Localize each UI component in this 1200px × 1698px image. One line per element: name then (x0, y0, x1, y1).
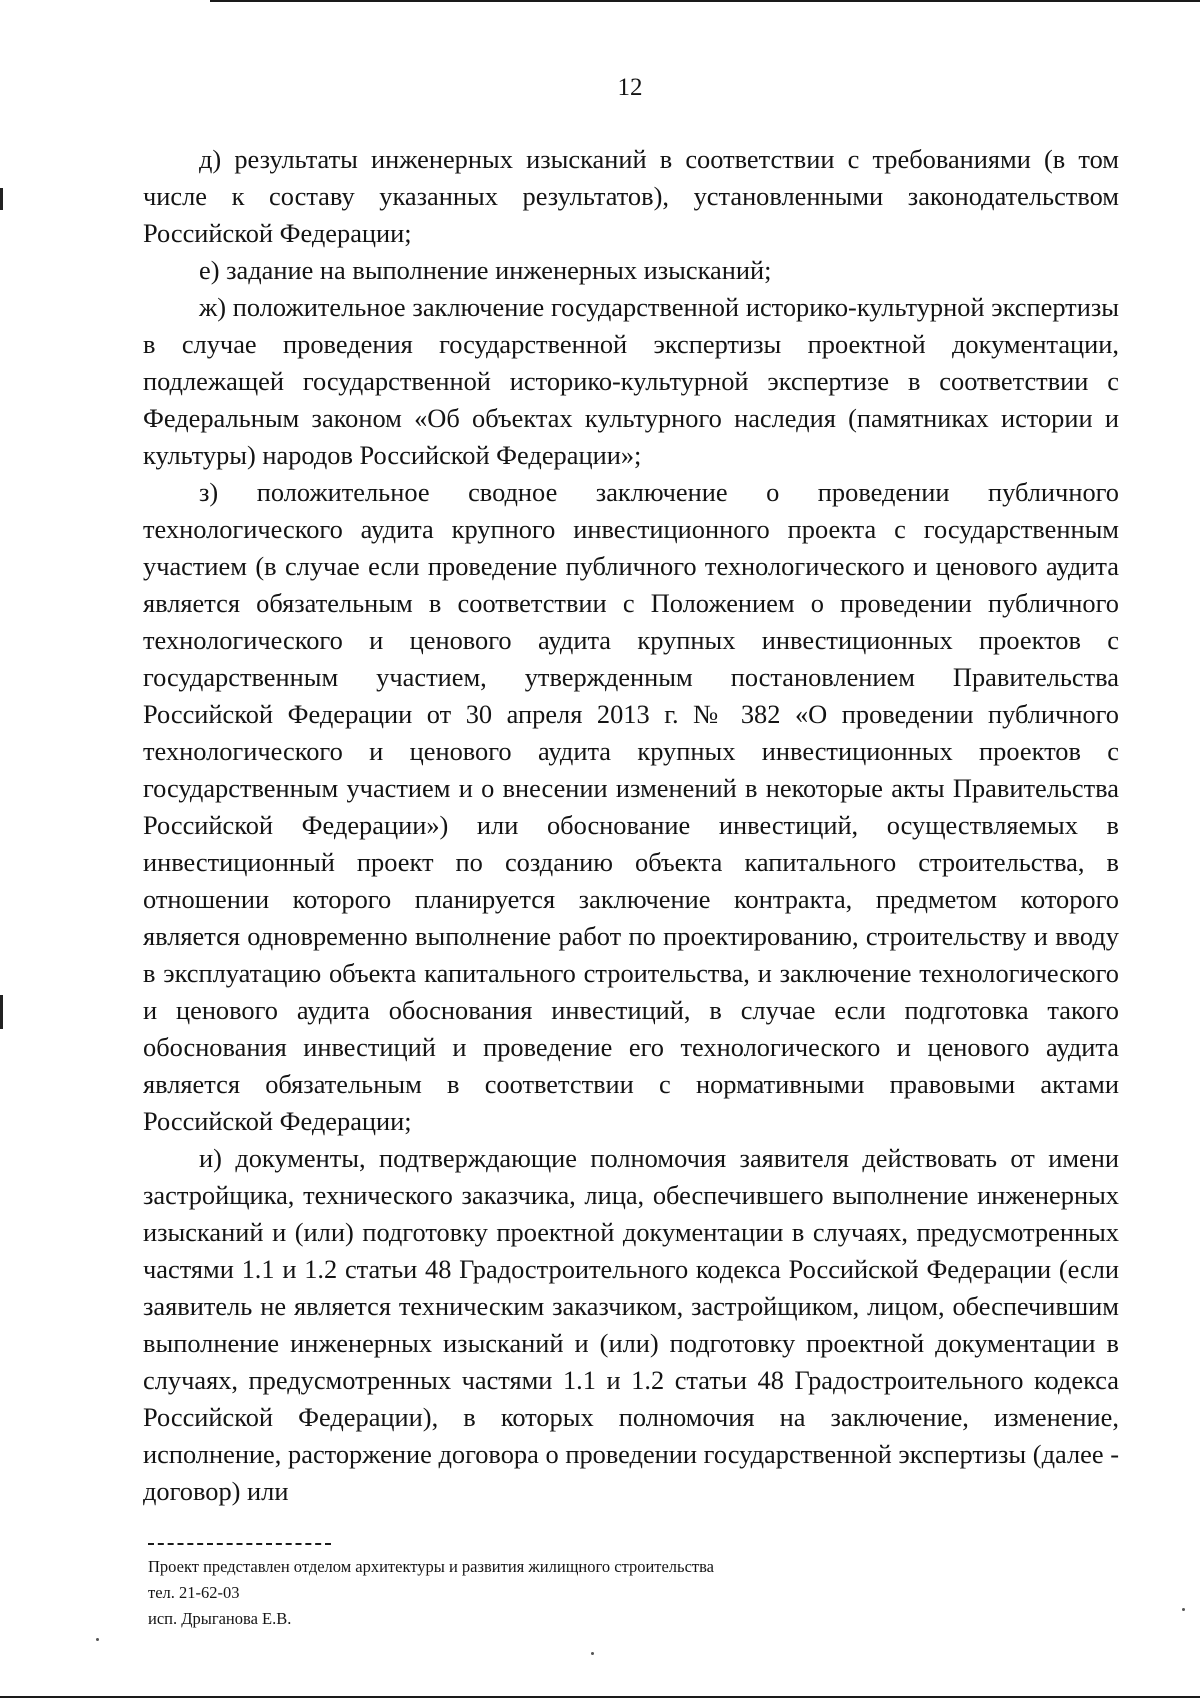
paragraph-e: е) задание на выполнение инженерных изысканий; (199, 255, 772, 285)
top-scan-border (210, 0, 1200, 2)
scan-speck (96, 1638, 99, 1641)
paragraph-d: д) результаты инженерных изысканий в соответствии с требованиями (в том числе к составу указанных результатов), установленными законодательством Российской Федерации; (143, 144, 1119, 248)
paragraph-zh: ж) положительное заключение государственной историко-культурной экспертизы в случае проведения государственной экспертизы проектной документации, подлежащей государственной историко-культурной экспертизе в соответствии с Федеральным законом «Об объектах культурного наследия (памятниках истории и культуры) народов Российской Федерации»; (143, 292, 1119, 470)
footnote-executor: исп. Дрыганова Е.В. (148, 1609, 292, 1628)
scan-edge-mark (0, 995, 3, 1029)
footnote-author-dept: Проект представлен отделом архитектуры и развития жилищного строительства (148, 1557, 714, 1576)
paragraph-z: з) положительное сводное заключение о проведении публичного технологического аудита крупного инвестиционного проекта с государственным участием (в случае если проведение публичного технологического и ценового аудита является обязательным в соответствии с Положением о проведении публичного технологического и ценового аудита крупных инвестиционных проектов с государственным участием, утвержденным постановлением Правительства Российской Федерации от 30 апреля 2013 г. № 382 «О проведении публичного технологического и ценового аудита крупных инвестиционных проектов с государственным участием и о внесении изменений в некоторые акты Правительства Российской Федерации») или обоснование инвестиций, осуществляемых в инвестиционный проект по созданию объекта капитального строительства, в отношении которого планируется заключение контракта, предметом которого является одновременно выполнение работ по проектированию, строительству и вводу в эксплуатацию объекта капитального строительства, и заключение технологического и ценового аудита обоснования инвестиций, в случае если подготовка такого обоснования инвестиций и проведение его технологического и ценового аудита является обязательным в соответствии с нормативными правовыми актами Российской Федерации; (143, 477, 1119, 1136)
document-body (143, 141, 1119, 1510)
scan-speck (591, 1652, 594, 1655)
footnote-phone: тел. 21-62-03 (148, 1583, 240, 1602)
footnote-separator (148, 1543, 331, 1545)
scan-edge-mark (0, 188, 3, 210)
footnote (148, 1554, 1048, 1632)
scan-speck (1182, 1608, 1185, 1611)
page-number: 12 (617, 74, 643, 101)
paragraph-i: и) документы, подтверждающие полномочия заявителя действовать от имени застройщика, технического заказчика, лица, обеспечившего выполнение инженерных изысканий и (или) подготовку проектной документации в случаях, предусмотренных частями 1.1 и 1.2 статьи 48 Градостроительного кодекса Российской Федерации (если заявитель не является техническим заказчиком, застройщиком, лицом, обеспечившим выполнение инженерных изысканий и (или) подготовку проектной документации в случаях, предусмотренных частями 1.1 и 1.2 статьи 48 Градостроительного кодекса Российской Федерации), в которых полномочия на заключение, изменение, исполнение, расторжение договора о проведении государственной экспертизы (далее - договор) или (143, 1143, 1119, 1506)
